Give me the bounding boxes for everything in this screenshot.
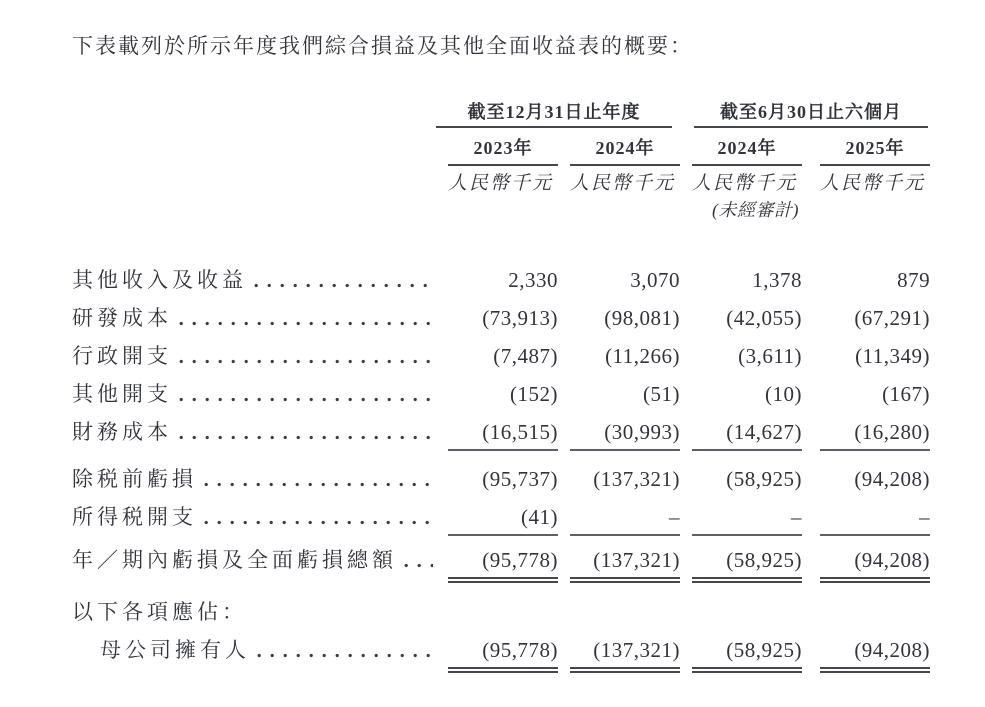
value-cell bbox=[436, 331, 558, 369]
row-label-cell bbox=[72, 445, 436, 492]
table-row bbox=[72, 221, 930, 293]
page-intro: 下表載列於所示年度我們綜合損益及其他全面收益表的概要： bbox=[72, 34, 693, 58]
cell-value: (94,208) bbox=[820, 547, 930, 583]
table-row bbox=[72, 492, 930, 530]
row-label-cell bbox=[72, 331, 436, 369]
row-label: 研發成本 bbox=[72, 306, 172, 330]
year-label: 2025年 bbox=[820, 137, 930, 166]
dot-leader bbox=[254, 283, 433, 288]
value-cell bbox=[436, 530, 558, 573]
cell-value: (67,291) bbox=[854, 306, 931, 330]
row-label-cell bbox=[72, 492, 436, 530]
cell-value: (137,321) bbox=[593, 467, 681, 491]
value-cell bbox=[680, 407, 802, 445]
unit-cell bbox=[436, 166, 558, 221]
value-cell bbox=[680, 573, 802, 625]
unit-label: 人民幣千元 bbox=[570, 173, 676, 194]
cell-value: (94,208) bbox=[854, 467, 931, 491]
row-label-cell bbox=[72, 369, 436, 407]
table-body bbox=[72, 221, 930, 663]
table-row bbox=[72, 293, 930, 331]
value-cell bbox=[680, 331, 802, 369]
year-header-row bbox=[72, 128, 930, 166]
year-header-2025-interim bbox=[802, 128, 930, 166]
table-row bbox=[72, 407, 930, 445]
year-label: 2024年 bbox=[570, 137, 680, 166]
value-cell bbox=[802, 625, 930, 663]
section-heading-row bbox=[72, 573, 930, 625]
cell-value: (16,280) bbox=[820, 419, 930, 451]
cell-value: (58,925) bbox=[692, 547, 802, 583]
value-cell bbox=[436, 625, 558, 663]
empty-cell bbox=[72, 166, 436, 221]
value-cell bbox=[802, 369, 930, 407]
cell-value: (98,081) bbox=[604, 306, 681, 330]
dot-leader bbox=[179, 435, 433, 440]
value-cell bbox=[802, 331, 930, 369]
row-label-cell bbox=[72, 573, 436, 625]
dot-leader bbox=[179, 359, 433, 364]
cell-value: (137,321) bbox=[570, 547, 680, 583]
year-label: 2023年 bbox=[448, 137, 558, 166]
value-cell bbox=[558, 530, 680, 573]
empty-cell bbox=[72, 128, 436, 166]
value-cell bbox=[436, 293, 558, 331]
value-cell bbox=[680, 625, 802, 663]
value-cell bbox=[436, 369, 558, 407]
cell-value: (3,611) bbox=[738, 344, 803, 368]
table-row bbox=[72, 369, 930, 407]
value-cell bbox=[680, 221, 802, 293]
row-label: 其他收入及收益 bbox=[72, 268, 247, 292]
row-label-cell bbox=[72, 625, 436, 663]
unit-cell bbox=[558, 166, 680, 221]
row-label: 年／期內虧損及全面虧損總額 bbox=[72, 548, 397, 572]
value-cell bbox=[436, 492, 558, 530]
cell-value: 3,070 bbox=[630, 268, 681, 292]
value-cell bbox=[680, 445, 802, 492]
cell-value: (95,737) bbox=[482, 467, 559, 491]
unit-cell-unaudited bbox=[680, 166, 802, 221]
row-label-cell bbox=[72, 407, 436, 445]
cell-value: (137,321) bbox=[570, 637, 680, 673]
dot-leader bbox=[257, 653, 433, 658]
value-cell bbox=[802, 530, 930, 573]
cell-value: – bbox=[692, 504, 802, 536]
value-cell bbox=[558, 221, 680, 293]
dot-leader bbox=[179, 321, 433, 326]
cell-value: (14,627) bbox=[692, 419, 802, 451]
value-cell bbox=[802, 573, 930, 625]
cell-value: (95,778) bbox=[448, 637, 558, 673]
row-label: 行政開支 bbox=[72, 344, 172, 368]
value-cell bbox=[802, 445, 930, 492]
value-cell bbox=[680, 492, 802, 530]
cell-value: (11,266) bbox=[605, 344, 681, 368]
cell-value: 1,378 bbox=[752, 268, 803, 292]
row-label-cell bbox=[72, 530, 436, 573]
dot-leader bbox=[204, 482, 433, 487]
unit-label: 人民幣千元 bbox=[448, 173, 554, 194]
row-label-cell bbox=[72, 221, 436, 293]
empty-cell bbox=[72, 98, 436, 128]
year-header-2024-interim bbox=[680, 128, 802, 166]
cell-value: (16,515) bbox=[448, 419, 558, 451]
unit-label: 人民幣千元 bbox=[820, 173, 926, 194]
row-label: 所得税開支 bbox=[72, 505, 197, 529]
column-group-six-months bbox=[680, 98, 930, 128]
unaudited-note: (未經審計) bbox=[712, 200, 800, 220]
column-group-year-ended bbox=[436, 98, 680, 128]
table-row bbox=[72, 331, 930, 369]
dot-leader bbox=[204, 520, 433, 525]
unit-row bbox=[72, 166, 930, 221]
value-cell bbox=[558, 492, 680, 530]
unit-label: 人民幣千元 bbox=[692, 173, 798, 194]
value-cell bbox=[802, 293, 930, 331]
year-label: 2024年 bbox=[692, 137, 802, 166]
row-label: 其他開支 bbox=[72, 382, 172, 406]
cell-value: (10) bbox=[765, 382, 803, 406]
value-cell bbox=[802, 492, 930, 530]
row-label: 財務成本 bbox=[72, 420, 172, 444]
cell-value: (58,925) bbox=[692, 637, 802, 673]
value-cell bbox=[558, 369, 680, 407]
cell-value: – bbox=[820, 504, 930, 536]
value-cell bbox=[436, 221, 558, 293]
cell-value: (41) bbox=[448, 504, 558, 536]
value-cell bbox=[802, 221, 930, 293]
cell-value: (7,487) bbox=[493, 344, 559, 368]
cell-value: 879 bbox=[897, 268, 931, 292]
value-cell bbox=[558, 407, 680, 445]
cell-value: (42,055) bbox=[726, 306, 803, 330]
value-cell bbox=[558, 331, 680, 369]
value-cell bbox=[558, 293, 680, 331]
cell-value: (51) bbox=[643, 382, 681, 406]
value-cell bbox=[680, 293, 802, 331]
cell-value: (152) bbox=[510, 382, 559, 406]
unit-cell bbox=[802, 166, 930, 221]
value-cell bbox=[558, 573, 680, 625]
cell-value: – bbox=[570, 504, 680, 536]
cell-value: (94,208) bbox=[820, 637, 930, 673]
row-label: 除税前虧損 bbox=[72, 467, 197, 491]
column-group-label: 截至12月31日止年度 bbox=[436, 101, 672, 128]
table-row bbox=[72, 625, 930, 663]
value-cell bbox=[558, 625, 680, 663]
year-header-2023 bbox=[436, 128, 558, 166]
value-cell bbox=[680, 530, 802, 573]
cell-value: (95,778) bbox=[448, 547, 558, 583]
row-label: 以下各項應佔： bbox=[72, 600, 247, 624]
cell-value: 2,330 bbox=[508, 268, 559, 292]
cell-value: (11,349) bbox=[855, 344, 931, 368]
value-cell bbox=[558, 445, 680, 492]
value-cell bbox=[802, 407, 930, 445]
cell-value: (58,925) bbox=[726, 467, 803, 491]
dot-leader bbox=[179, 397, 433, 402]
value-cell bbox=[436, 573, 558, 625]
table-row bbox=[72, 445, 930, 492]
cell-value: (73,913) bbox=[482, 306, 559, 330]
year-header-2024 bbox=[558, 128, 680, 166]
table-row bbox=[72, 530, 930, 573]
column-group-label: 截至6月30日止六個月 bbox=[694, 101, 928, 128]
dot-leader bbox=[404, 563, 433, 568]
cell-value: (167) bbox=[882, 382, 931, 406]
row-label: 母公司擁有人 bbox=[100, 638, 250, 662]
value-cell bbox=[436, 407, 558, 445]
financial-summary-table bbox=[72, 98, 930, 663]
value-cell bbox=[436, 445, 558, 492]
row-label-cell bbox=[72, 293, 436, 331]
cell-value: (30,993) bbox=[570, 419, 680, 451]
period-group-row bbox=[72, 98, 930, 128]
value-cell bbox=[680, 369, 802, 407]
